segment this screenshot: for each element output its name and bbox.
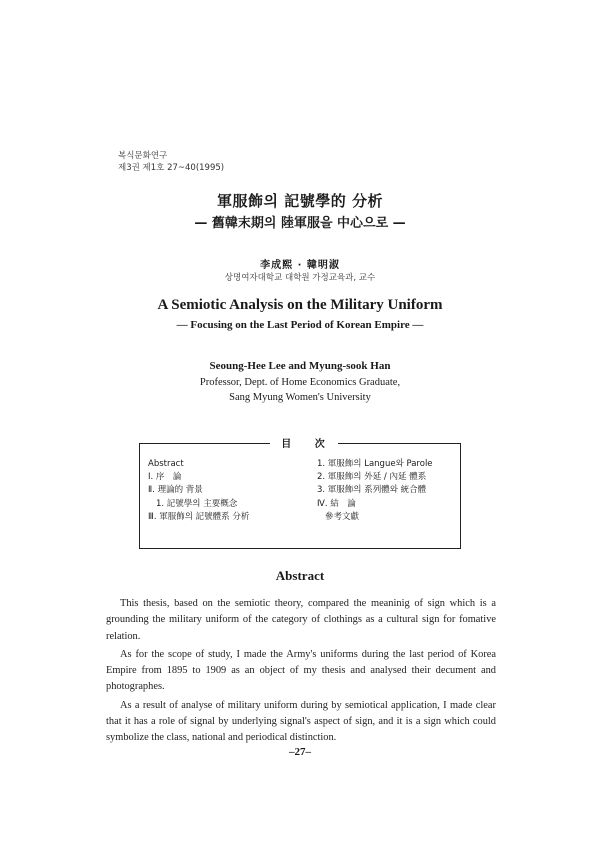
toc-item: 1. 軍服飾의 Langue와 Parole [317, 459, 433, 469]
toc-item: 3. 軍服飾의 系列體와 統合體 [317, 485, 427, 496]
page-number: –27– [289, 746, 311, 758]
korean-authors: 李成熙 · 韓明淑 [260, 260, 340, 271]
toc-item: 1. 記號學의 主要概念 [156, 498, 238, 509]
korean-subtitle: — 舊韓末期의 陸軍服을 中心으로 — [194, 216, 406, 231]
toc-item: Ⅰ. 序 論 [148, 472, 182, 483]
toc-item: Ⅲ. 軍服飾의 記號體系 分析 [148, 511, 250, 522]
abstract-paragraph: As for the scope of study, I made the Army's uniforms during the last period of Korea Empire from 1895 to 1909 as an object of my thesis and analysed their decument and photographes. [106, 648, 496, 693]
abstract-paragraph: This thesis, based on the semiotic theory, compared the meaninig of sign which is a grounding the military uniform of the category of clothings as a cultural sign for fomative relation. [106, 598, 496, 642]
affiliation-line-2: Sang Myung Women's University [229, 392, 371, 403]
journal-issue: 제3권 제1호 27~40(1995) [118, 163, 225, 173]
toc-heading: 目 次 [270, 435, 338, 450]
abstract-body [106, 596, 496, 749]
toc-item: 2. 軍服飾의 外延 / 內延 體系 [317, 472, 427, 483]
toc-item: Abstract [148, 459, 184, 469]
abstract-heading: Abstract [275, 568, 325, 583]
english-authors: Seoung-Hee Lee and Myung-sook Han [209, 360, 391, 372]
table-of-contents [139, 439, 461, 549]
english-affiliation [0, 375, 600, 405]
toc-item: Ⅱ. 理論的 背景 [148, 485, 203, 496]
toc-right-column [317, 458, 433, 524]
toc-item: Ⅳ. 結 論 [317, 498, 356, 509]
korean-title: 軍服飾의 記號學的 分析 [217, 192, 383, 210]
toc-item: 參考文獻 [325, 511, 360, 522]
english-title: A Semiotic Analysis on the Military Uniform [157, 297, 443, 313]
affiliation-line-1: Professor, Dept. of Home Economics Graduate, [199, 377, 401, 388]
journal-name: 복식문화연구 [118, 151, 168, 161]
abstract-paragraph: As a result of analyse of military uniform during by semiotical application, I made clear that it has a role of signal by underlying signal's aspect of sign, and it is a sign which could symbolize the class, national and periodical distinction. [106, 699, 496, 744]
korean-affiliation: 상명여자대학교 대학원 가정교육과, 교수 [224, 273, 376, 283]
journal-header [118, 150, 224, 174]
english-subtitle: — Focusing on the Last Period of Korean Empire — [176, 319, 424, 331]
toc-left-column [148, 458, 249, 524]
